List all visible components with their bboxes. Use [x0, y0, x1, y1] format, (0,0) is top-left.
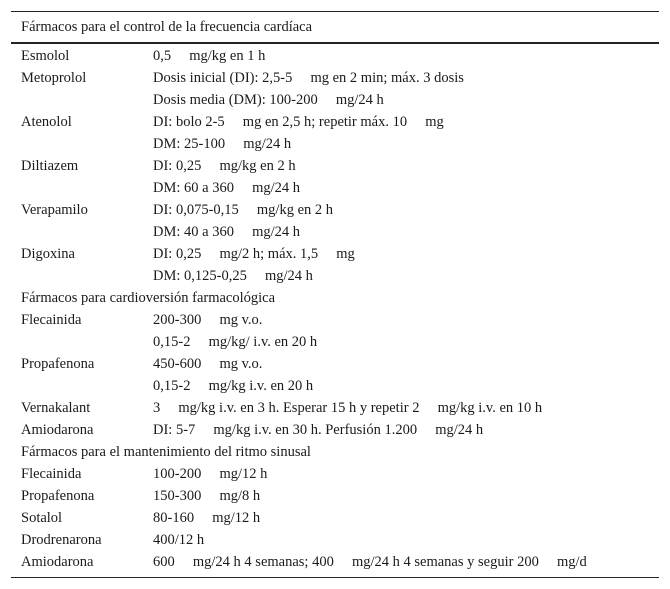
drug-name-cell: Atenolol — [21, 113, 72, 130]
dose-cell: 80-160 mg/12 h — [153, 509, 261, 526]
drug-name-cell: Flecainida — [21, 311, 82, 328]
table-row — [11, 551, 659, 573]
section-title: Fármacos para el mantenimiento del ritmo sinusal — [21, 443, 311, 460]
dose-cell: DI: 0,25 mg/2 h; máx. 1,5 mg — [153, 245, 355, 262]
dose-cell: DI: 5-7 mg/kg i.v. en 30 h. Perfusión 1.200 mg/24 h — [153, 421, 484, 438]
table-row — [11, 309, 659, 331]
dose-cell: 150-300 mg/8 h — [153, 487, 261, 504]
table-row — [11, 133, 659, 155]
dose-cell: 200-300 mg v.o. — [153, 311, 263, 328]
table-row — [11, 419, 659, 441]
section-header-row — [11, 441, 659, 463]
table-row — [11, 89, 659, 111]
table-row — [11, 243, 659, 265]
dose-cell: 0,15-2 mg/kg i.v. en 20 h — [153, 377, 314, 394]
drug-name-cell: Flecainida — [21, 465, 82, 482]
dose-cell: Dosis inicial (DI): 2,5-5 mg en 2 min; máx. 3 dosis — [153, 69, 464, 86]
table-body — [11, 44, 659, 577]
dose-cell: 450-600 mg v.o. — [153, 355, 263, 372]
table-row — [11, 529, 659, 551]
drug-name-cell: Drodrenarona — [21, 531, 102, 548]
dose-cell: 600 mg/24 h 4 semanas; 400 mg/24 h 4 semanas y seguir 200 mg/d — [153, 553, 587, 570]
drug-dosage-table — [11, 11, 659, 578]
dose-cell: 0,5 mg/kg en 1 h — [153, 47, 266, 64]
table-row — [11, 177, 659, 199]
table-row — [11, 463, 659, 485]
table-row — [11, 375, 659, 397]
table-row — [11, 45, 659, 67]
dose-cell: 3 mg/kg i.v. en 3 h. Esperar 15 h y repetir 2 mg/kg i.v. en 10 h — [153, 399, 543, 416]
dose-cell: 0,15-2 mg/kg/ i.v. en 20 h — [153, 333, 318, 350]
dose-cell: DI: bolo 2-5 mg en 2,5 h; repetir máx. 10 mg — [153, 113, 444, 130]
table-row — [11, 507, 659, 529]
table-row — [11, 485, 659, 507]
dose-cell: 100-200 mg/12 h — [153, 465, 268, 482]
drug-name-cell: Propafenona — [21, 487, 95, 504]
drug-name-cell: Vernakalant — [21, 399, 91, 416]
drug-name-cell: Digoxina — [21, 245, 75, 262]
dose-cell: DI: 0,25 mg/kg en 2 h — [153, 157, 296, 174]
drug-name-cell: Verapamilo — [21, 201, 88, 218]
table-row — [11, 397, 659, 419]
drug-name-cell: Amiodarona — [21, 421, 94, 438]
dose-cell: DM: 40 a 360 mg/24 h — [153, 223, 301, 240]
table-bottom-rule — [11, 577, 659, 578]
drug-name-cell: Esmolol — [21, 47, 70, 64]
table-row — [11, 67, 659, 89]
dose-cell: DI: 0,075-0,15 mg/kg en 2 h — [153, 201, 334, 218]
drug-name-cell: Propafenona — [21, 355, 95, 372]
table-row — [11, 353, 659, 375]
table-row — [11, 199, 659, 221]
table-row — [11, 265, 659, 287]
dose-cell: 400/12 h — [153, 531, 205, 548]
drug-name-cell: Amiodarona — [21, 553, 94, 570]
table-row — [11, 331, 659, 353]
dose-cell: DM: 25-100 mg/24 h — [153, 135, 292, 152]
drug-name-cell: Sotalol — [21, 509, 63, 526]
section-title: Fármacos para cardioversión farmacológica — [21, 289, 276, 306]
table-row — [11, 221, 659, 243]
dose-cell: DM: 0,125-0,25 mg/24 h — [153, 267, 313, 284]
table-row — [11, 111, 659, 133]
dose-cell: DM: 60 a 360 mg/24 h — [153, 179, 301, 196]
table-caption: Fármacos para el control de la frecuencia cardíaca — [21, 18, 313, 35]
drug-name-cell: Metoprolol — [21, 69, 87, 86]
table-row — [11, 155, 659, 177]
drug-name-cell: Diltiazem — [21, 157, 79, 174]
dose-cell: Dosis media (DM): 100-200 mg/24 h — [153, 91, 384, 108]
section-header-row — [11, 287, 659, 309]
